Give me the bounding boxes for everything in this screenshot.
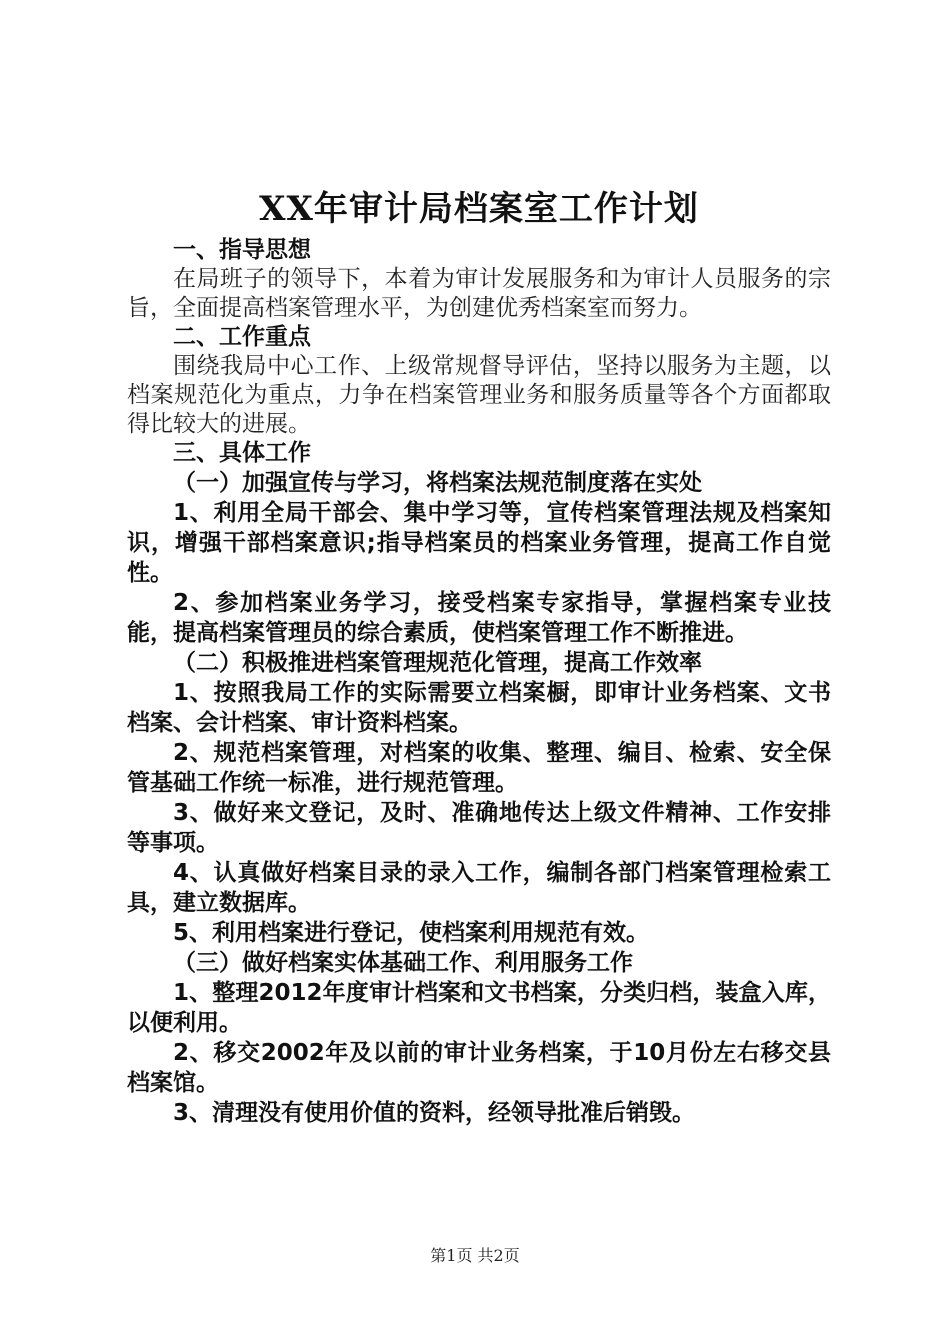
subsection-heading-3: （三）做好档案实体基础工作、利用服务工作 xyxy=(173,950,633,976)
section-heading-specific-work: 三、具体工作 xyxy=(173,440,311,466)
list-item: 1、整理2012年度审计档案和文书档案，分类归档，装盒入库，以便利用。 xyxy=(127,980,831,1036)
list-item: 1、利用全局干部会、集中学习等，宣传档案管理法规及档案知识，增强干部档案意识;指导档案员的档案业务管理，提高工作自觉性。 xyxy=(127,500,831,586)
section-paragraph-key-work: 围绕我局中心工作、上级常规督导评估，坚持以服务为主题，以档案规范化为重点，力争在档案管理业务和服务质量等各个方面都取得比较大的进展。 xyxy=(127,353,831,437)
subsection-heading-1: （一）加强宣传与学习，将档案法规范制度落在实处 xyxy=(173,470,702,496)
list-item: 5、利用档案进行登记，使档案利用规范有效。 xyxy=(173,920,650,946)
section-heading-key-work: 二、工作重点 xyxy=(173,324,311,350)
list-item: 3、做好来文登记，及时、准确地传达上级文件精神、工作安排等事项。 xyxy=(127,800,831,856)
section-heading-guiding-thought: 一、指导思想 xyxy=(173,237,311,263)
list-item: 1、按照我局工作的实际需要立档案橱，即审计业务档案、文书档案、会计档案、审计资料档案。 xyxy=(127,680,831,736)
page-number-footer: 第1页 共2页 xyxy=(430,1246,520,1265)
list-item: 2、参加档案业务学习，接受档案专家指导，掌握档案专业技能，提高档案管理员的综合素质，使档案管理工作不断推进。 xyxy=(127,590,831,646)
document-body xyxy=(127,186,831,1128)
list-item: 4、认真做好档案目录的录入工作，编制各部门档案管理检索工具，建立数据库。 xyxy=(127,860,831,916)
subsection-heading-2: （二）积极推进档案管理规范化管理，提高工作效率 xyxy=(173,650,702,676)
list-item: 2、移交2002年及以前的审计业务档案，于10月份左右移交县档案馆。 xyxy=(127,1040,831,1096)
section-paragraph-guiding-thought: 在局班子的领导下，本着为审计发展服务和为审计人员服务的宗旨，全面提高档案管理水平，为创建优秀档案室而努力。 xyxy=(127,266,831,321)
document-title: XX年审计局档案室工作计划 xyxy=(259,189,699,229)
list-item: 2、规范档案管理，对档案的收集、整理、编目、检索、安全保管基础工作统一标准，进行规范管理。 xyxy=(127,740,831,796)
list-item: 3、清理没有使用价值的资料，经领导批准后销毁。 xyxy=(173,1100,696,1126)
